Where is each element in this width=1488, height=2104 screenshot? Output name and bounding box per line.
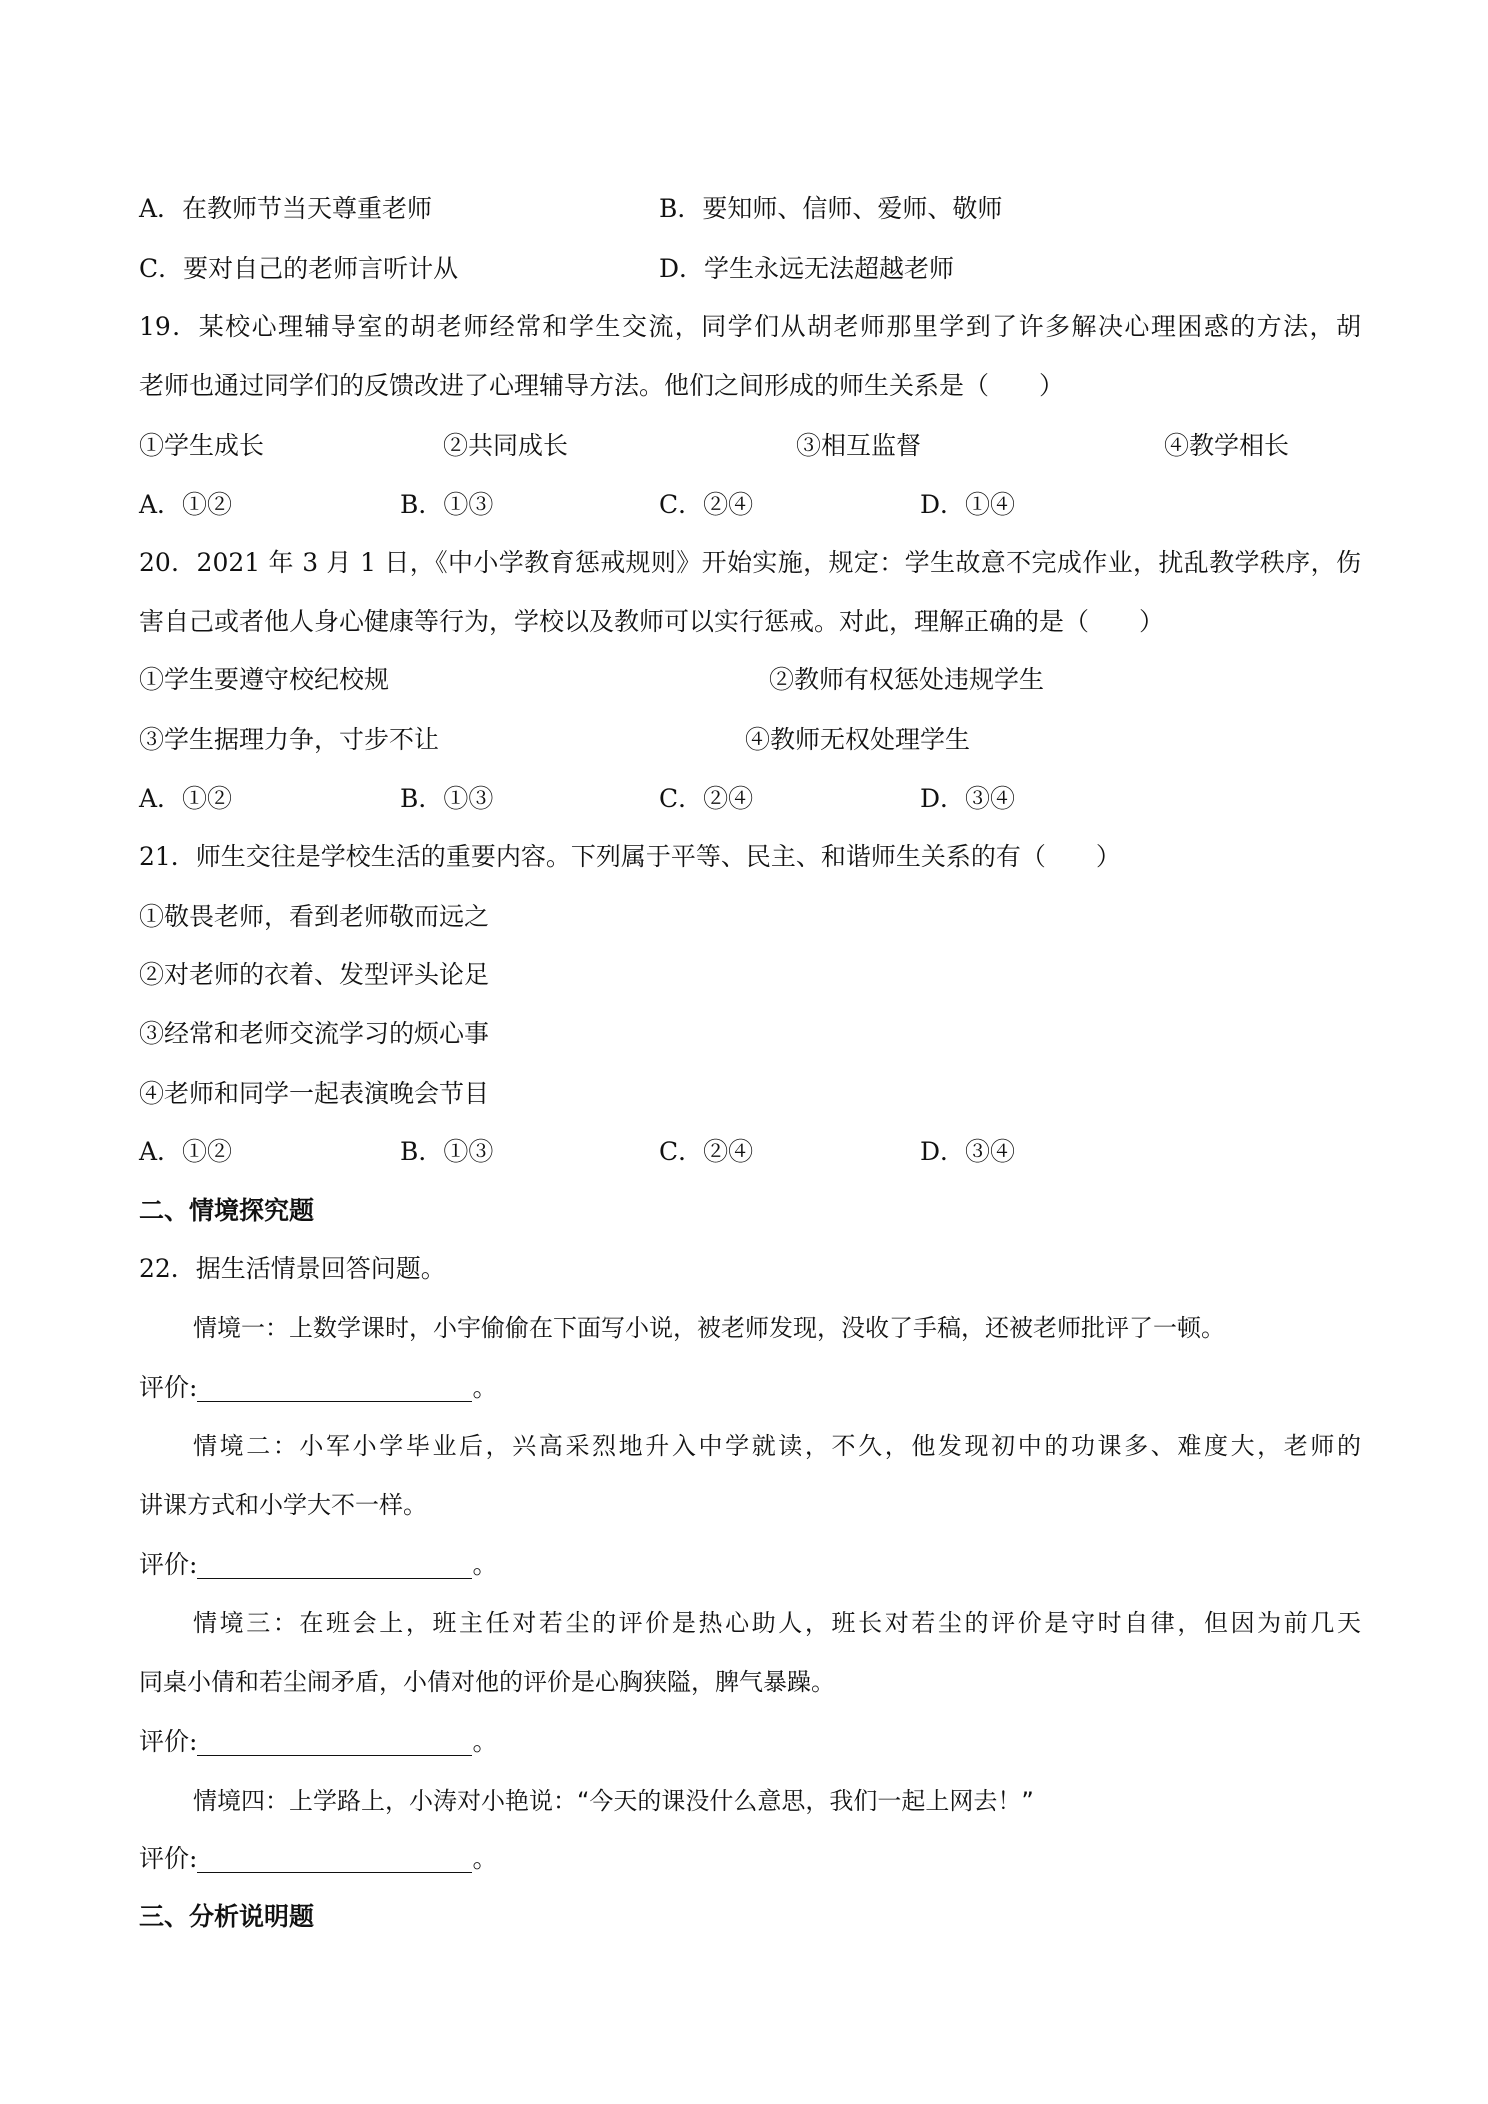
q20-item-3: ③学生据理力争，寸步不让 [139, 725, 440, 754]
q19-stem-line-2: 老师也通过同学们的反馈改进了心理辅导方法。他们之间形成的师生关系是（ ） [139, 371, 1065, 400]
q19-item-4: ④教学相长 [1164, 431, 1290, 460]
q19-choice-b: B．①③ [400, 490, 494, 519]
scenario-1-line-1: 情境一：上数学课时，小宇偷偷在下面写小说，被老师发现，没收了手稿，还被老师批评了一顿。 [193, 1314, 1225, 1342]
q20-choice-d: D．③④ [920, 784, 1016, 813]
q18-option-b: B．要知师、信师、爱师、敬师 [659, 194, 1003, 223]
q19-choice-a: A．①② [139, 490, 233, 519]
q19-item-2: ②共同成长 [443, 431, 569, 460]
eval-line-1 [139, 1370, 497, 1406]
scenario-3-line-1: 情境三：在班会上，班主任对若尘的评价是热心助人，班长对若尘的评价是守时自律，但因为前几天 [193, 1609, 1361, 1637]
q21-item-3: ③经常和老师交流学习的烦心事 [139, 1019, 490, 1048]
eval-end: 。 [472, 1373, 498, 1402]
q19-stem-line-1: 19．某校心理辅导室的胡老师经常和学生交流，同学们从胡老师那里学到了许多解决心理困惑的方法，胡 [139, 312, 1361, 341]
q20-choice-b: B．①③ [400, 784, 494, 813]
eval-end: 。 [472, 1550, 498, 1579]
answer-blank[interactable] [197, 1375, 472, 1402]
answer-blank[interactable] [197, 1846, 472, 1873]
section-heading-3: 三、分析说明题 [139, 1902, 315, 1931]
scenario-3-line-2: 同桌小倩和若尘闹矛盾，小倩对他的评价是心胸狭隘，脾气暴躁。 [139, 1668, 835, 1696]
q20-choice-a: A．①② [139, 784, 233, 813]
q20-item-1: ①学生要遵守校纪校规 [139, 665, 390, 694]
scenario-2-line-1: 情境二：小军小学毕业后，兴高采烈地升入中学就读，不久，他发现初中的功课多、难度大，老师的 [193, 1432, 1361, 1460]
eval-label: 评价: [139, 1373, 198, 1402]
eval-end: 。 [472, 1844, 498, 1873]
answer-blank[interactable] [197, 1729, 472, 1756]
q21-choice-b: B．①③ [400, 1137, 494, 1166]
eval-label: 评价: [139, 1550, 198, 1579]
eval-line-2 [139, 1547, 497, 1583]
q18-option-d: D．学生永远无法超越老师 [659, 254, 955, 283]
q21-item-1: ①敬畏老师，看到老师敬而远之 [139, 902, 490, 931]
eval-end: 。 [472, 1727, 498, 1756]
q20-item-4: ④教师无权处理学生 [745, 725, 971, 754]
q19-choice-d: D．①④ [920, 490, 1016, 519]
scenario-2-line-2: 讲课方式和小学大不一样。 [139, 1491, 427, 1519]
answer-blank[interactable] [197, 1552, 472, 1579]
q21-choice-d: D．③④ [920, 1137, 1016, 1166]
q21-choice-c: C．②④ [659, 1137, 754, 1166]
q21-item-4: ④老师和同学一起表演晚会节目 [139, 1079, 490, 1108]
q19-choice-c: C．②④ [659, 490, 754, 519]
q20-stem-line-1: 20．2021 年 3 月 1 日，《中小学教育惩戒规则》开始实施，规定：学生故意不完成作业，扰乱教学秩序，伤 [139, 548, 1361, 577]
q22-stem: 22．据生活情景回答问题。 [139, 1254, 446, 1283]
eval-label: 评价: [139, 1844, 198, 1873]
q18-option-c: C．要对自己的老师言听计从 [139, 254, 459, 283]
q20-item-2: ②教师有权惩处违规学生 [769, 665, 1045, 694]
section-heading-2: 二、情境探究题 [139, 1196, 315, 1225]
q21-item-2: ②对老师的衣着、发型评头论足 [139, 960, 490, 989]
eval-label: 评价: [139, 1727, 198, 1756]
q21-stem: 21．师生交往是学校生活的重要内容。下列属于平等、民主、和谐师生关系的有（ ） [139, 842, 1121, 871]
q19-item-1: ①学生成长 [139, 431, 265, 460]
eval-line-4 [139, 1841, 497, 1877]
scenario-4-line-1: 情境四：上学路上，小涛对小艳说：“今天的课没什么意思，我们一起上网去！” [193, 1787, 1034, 1815]
q20-choice-c: C．②④ [659, 784, 754, 813]
eval-line-3 [139, 1724, 497, 1760]
q19-item-3: ③相互监督 [796, 431, 922, 460]
q21-choice-a: A．①② [139, 1137, 233, 1166]
q20-stem-line-2: 害自己或者他人身心健康等行为，学校以及教师可以实行惩戒。对此，理解正确的是（ ） [139, 607, 1165, 636]
q18-option-a: A．在教师节当天尊重老师 [139, 194, 433, 223]
